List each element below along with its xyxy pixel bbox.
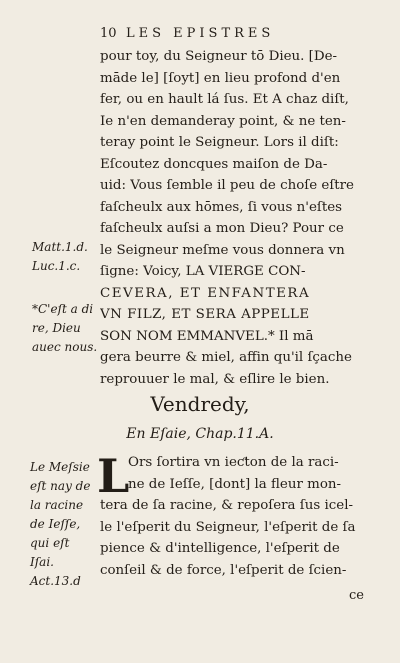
text-line: Eſcoutez doncques maiſon de Da- (100, 156, 328, 172)
text-line: ne de Ieſſe, [dont] la fleur mon- (128, 476, 342, 492)
catchword: ce (349, 588, 364, 603)
margin-notes-bottom (30, 458, 90, 591)
text-line: reprouuer le mal, & eſlire le bien. (100, 371, 330, 387)
second-text-block (128, 452, 373, 495)
section-title: Vendredy, (150, 392, 250, 416)
margin-note: Iſai. (30, 555, 54, 569)
margin-note: *C'eſt a di (32, 302, 94, 316)
text-line: ſigne: Voicy, LA VIERGE CON- (100, 264, 306, 279)
margin-note: la racine (30, 498, 84, 512)
margin-note (32, 276, 97, 300)
text-line: fer, ou en hault lá ſus. Et A chaz diſt, (100, 92, 349, 107)
text-line: gera beurre & miel, affin qu'il ſçache (100, 350, 352, 365)
margin-note: Matt.1.d. (32, 240, 88, 254)
margin-note: Le Meſsie (30, 460, 90, 474)
text-line: Ors ſortira vn ieƈton de la raci- (128, 455, 339, 470)
margin-note: re, Dieu (32, 321, 81, 335)
main-text-block (100, 46, 372, 390)
text-line: faſcheulx aux hōmes, ſi vous n'eſtes (100, 199, 343, 215)
text-line: VN FILZ, ET SERA APPELLE (100, 307, 310, 322)
text-line: Ie n'en demanderay point, & ne ten- (100, 113, 346, 129)
drop-cap: L (97, 449, 130, 503)
text-line: pour toy, du Seigneur tō Dieu. [De- (100, 49, 338, 64)
margin-notes-top (32, 238, 97, 357)
margin-note: de Ieſſe, (30, 517, 81, 531)
text-line: faſcheulx auſsi a mon Dieu? Pour ce (100, 221, 344, 236)
running-head: LES EPISTRES (126, 26, 275, 41)
section-source: En Eſaie, Chap.11.A. (126, 426, 274, 442)
text-line: le Seigneur meſme vous donnera vn (100, 242, 345, 258)
margin-note: eſt nay de (30, 479, 91, 493)
margin-note: qui eſt (30, 536, 70, 550)
text-line: māde le] [ſoyt] en lieu profond d'en (100, 70, 341, 86)
margin-note: Luc.1.c. (32, 259, 81, 273)
text-line: SON NOM EMMANVEL.* Il mā (100, 328, 314, 344)
page-header (100, 26, 370, 46)
text-line: CEVERA, ET ENFANTERA (100, 285, 311, 301)
text-line: le l'eſperit du Seigneur, l'eſperit de ſa (100, 519, 356, 535)
text-line: tera de ſa racine, & repoſera ſus icel- (100, 498, 354, 513)
text-line: conſeil & de force, l'eſperit de ſcien- (100, 562, 347, 578)
text-line: teray point le Seigneur. Lors il diſt: (100, 135, 339, 150)
text-line: uid: Vous ſemble il peu de choſe eſtre (100, 178, 354, 193)
margin-note: Act.13.d (30, 574, 81, 588)
page-number: 10 (100, 26, 117, 41)
second-text-block-continued (100, 495, 372, 581)
text-line: pience & d'intelligence, l'eſperit de (100, 541, 340, 556)
margin-note: auec nous. (32, 340, 98, 354)
